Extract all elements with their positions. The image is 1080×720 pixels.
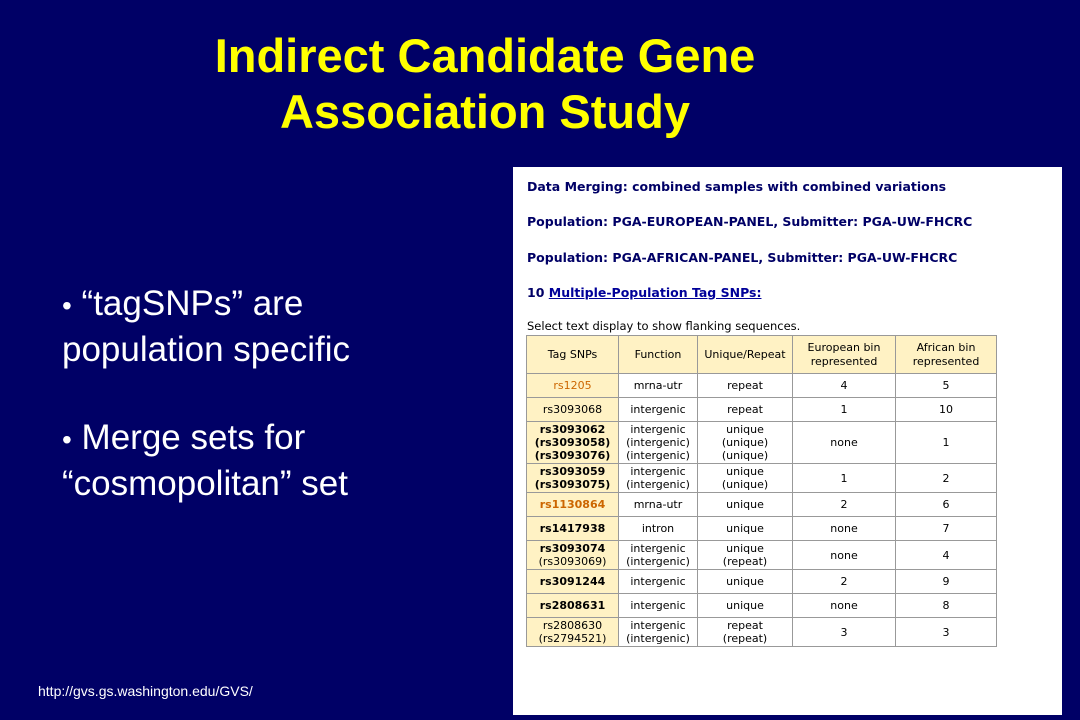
function-cell-line: (intergenic) xyxy=(626,555,690,568)
table-row xyxy=(527,374,997,398)
table-row xyxy=(527,570,997,594)
unique-repeat-cell-line: unique xyxy=(726,522,764,535)
function-cell-line: intergenic xyxy=(630,575,686,588)
bullet-1-line-2: population specific xyxy=(62,330,350,369)
european-bin-cell: 2 xyxy=(793,493,896,517)
function-cell xyxy=(619,594,698,618)
function-cell-line: (intergenic) xyxy=(626,632,690,645)
tag-snps-heading xyxy=(527,285,761,300)
function-cell-line: intergenic xyxy=(630,619,686,632)
table-row xyxy=(527,541,997,570)
function-cell-line: mrna-utr xyxy=(633,379,683,392)
tag-snp-cell[interactable] xyxy=(527,517,619,541)
source-url: http://gvs.gs.washington.edu/GVS/ xyxy=(38,683,253,699)
unique-repeat-cell-line: (unique) xyxy=(721,449,769,462)
tag-snps-count: 10 xyxy=(527,285,545,300)
table-row xyxy=(527,517,997,541)
title-line-1: Indirect Candidate Gene xyxy=(214,29,756,82)
tag-snp-cell[interactable] xyxy=(527,594,619,618)
african-bin-cell: 10 xyxy=(896,398,997,422)
tag-snp-table xyxy=(526,335,997,647)
bullet-2-line-2: “cosmopolitan” set xyxy=(62,464,348,503)
function-cell-line: (intergenic) xyxy=(626,436,690,449)
bullet-dot: • xyxy=(62,424,72,455)
european-bin-cell: 4 xyxy=(793,374,896,398)
unique-repeat-cell xyxy=(698,464,793,493)
function-cell xyxy=(619,464,698,493)
african-bin-cell: 6 xyxy=(896,493,997,517)
table-row xyxy=(527,398,997,422)
function-cell xyxy=(619,493,698,517)
function-cell xyxy=(619,570,698,594)
tag-snp-cell[interactable] xyxy=(527,618,619,647)
unique-repeat-cell-line: (unique) xyxy=(721,478,769,491)
african-bin-cell: 7 xyxy=(896,517,997,541)
title-line-2: Association Study xyxy=(279,85,690,138)
tag-snp-cell-line: (rs3093076) xyxy=(534,449,611,462)
african-bin-cell: 9 xyxy=(896,570,997,594)
african-bin-cell: 2 xyxy=(896,464,997,493)
function-cell-line: intergenic xyxy=(630,599,686,612)
unique-repeat-cell xyxy=(698,398,793,422)
table-row xyxy=(527,464,997,493)
unique-repeat-cell xyxy=(698,618,793,647)
tag-snp-cell-line: rs3093059 xyxy=(539,465,606,478)
bullet-item xyxy=(62,416,482,506)
function-cell-line: intron xyxy=(641,522,675,535)
tag-snp-cell-line: (rs3093069) xyxy=(538,555,607,568)
european-bin-cell: none xyxy=(793,422,896,464)
african-bin-cell: 1 xyxy=(896,422,997,464)
european-bin-cell: 1 xyxy=(793,398,896,422)
tag-snp-cell-line: (rs2794521) xyxy=(538,632,607,645)
tag-snp-cell[interactable] xyxy=(527,398,619,422)
african-bin-cell: 4 xyxy=(896,541,997,570)
function-cell-line: (intergenic) xyxy=(626,449,690,462)
population-african-line: Population: PGA-AFRICAN-PANEL, Submitter: PGA-UW-FHCRC xyxy=(527,250,958,265)
bullet-1-line-1: “tagSNPs” are xyxy=(81,284,304,323)
european-bin-cell: none xyxy=(793,517,896,541)
tag-snp-cell-line: rs1417938 xyxy=(539,522,606,535)
tag-snp-cell-line: rs3093068 xyxy=(542,403,603,416)
unique-repeat-cell-line: (unique) xyxy=(721,436,769,449)
unique-repeat-cell-line: unique xyxy=(726,465,764,478)
population-european-line: Population: PGA-EUROPEAN-PANEL, Submitter: PGA-UW-FHCRC xyxy=(527,214,973,229)
unique-repeat-cell-line: repeat xyxy=(727,379,763,392)
tag-snp-cell[interactable] xyxy=(527,464,619,493)
unique-repeat-cell-line: unique xyxy=(726,498,764,511)
function-cell xyxy=(619,422,698,464)
function-cell-line: intergenic xyxy=(630,423,686,436)
african-bin-cell: 5 xyxy=(896,374,997,398)
header-tag-snps: Tag SNPs xyxy=(527,336,619,374)
unique-repeat-cell-line: repeat xyxy=(727,619,763,632)
function-cell xyxy=(619,541,698,570)
african-bin-cell: 8 xyxy=(896,594,997,618)
tag-snp-cell[interactable] xyxy=(527,493,619,517)
european-bin-cell: 3 xyxy=(793,618,896,647)
slide-title xyxy=(0,28,970,140)
african-bin-cell: 3 xyxy=(896,618,997,647)
function-cell-line: intergenic xyxy=(630,465,686,478)
unique-repeat-cell xyxy=(698,374,793,398)
unique-repeat-cell xyxy=(698,570,793,594)
tag-snp-cell-line: rs2808631 xyxy=(539,599,606,612)
table-body xyxy=(527,374,997,647)
tag-snps-link[interactable]: Multiple-Population Tag SNPs: xyxy=(548,285,762,300)
table-row xyxy=(527,618,997,647)
tag-snp-cell[interactable] xyxy=(527,422,619,464)
function-cell-line: intergenic xyxy=(630,403,686,416)
tag-snp-cell-line: rs3093062 xyxy=(539,423,606,436)
unique-repeat-cell-line: unique xyxy=(726,542,764,555)
tag-snp-cell-line: rs2808630 xyxy=(542,619,603,632)
unique-repeat-cell-line: unique xyxy=(726,575,764,588)
tag-snp-cell[interactable] xyxy=(527,570,619,594)
table-row xyxy=(527,493,997,517)
tag-snp-cell[interactable] xyxy=(527,541,619,570)
tag-snp-cell-line: rs1205 xyxy=(553,379,592,392)
unique-repeat-cell-line: (repeat) xyxy=(722,632,768,645)
unique-repeat-cell xyxy=(698,517,793,541)
table-header-row xyxy=(527,336,997,374)
european-bin-cell: 1 xyxy=(793,464,896,493)
european-bin-cell: none xyxy=(793,541,896,570)
header-function: Function xyxy=(619,336,698,374)
function-cell-line: (intergenic) xyxy=(626,478,690,491)
data-merging-line: Data Merging: combined samples with combined variations xyxy=(527,179,947,194)
tag-snp-cell-line: (rs3093058) xyxy=(534,436,611,449)
european-bin-cell: none xyxy=(793,594,896,618)
bullet-item xyxy=(62,282,482,372)
unique-repeat-cell-line: unique xyxy=(726,423,764,436)
tag-snp-cell-line: (rs3093075) xyxy=(534,478,611,491)
european-bin-cell: 2 xyxy=(793,570,896,594)
table-row xyxy=(527,422,997,464)
unique-repeat-cell-line: repeat xyxy=(727,403,763,416)
bullet-2-line-1: Merge sets for xyxy=(81,418,306,457)
function-cell xyxy=(619,398,698,422)
function-cell-line: intergenic xyxy=(630,542,686,555)
tag-snp-cell-line: rs1130864 xyxy=(539,498,606,511)
function-cell-line: mrna-utr xyxy=(633,498,683,511)
bullet-dot: • xyxy=(62,290,72,321)
header-european-bin: European bin represented xyxy=(793,336,896,374)
header-unique-repeat: Unique/Repeat xyxy=(698,336,793,374)
flanking-note: Select text display to show flanking sequences. xyxy=(527,319,801,333)
gvs-screenshot-panel xyxy=(513,167,1062,715)
unique-repeat-cell xyxy=(698,594,793,618)
table-row xyxy=(527,594,997,618)
tag-snp-cell-line: rs3091244 xyxy=(539,575,606,588)
unique-repeat-cell xyxy=(698,493,793,517)
function-cell xyxy=(619,618,698,647)
header-african-bin: African bin represented xyxy=(896,336,997,374)
unique-repeat-cell-line: unique xyxy=(726,599,764,612)
tag-snp-cell[interactable] xyxy=(527,374,619,398)
unique-repeat-cell-line: (repeat) xyxy=(722,555,768,568)
unique-repeat-cell xyxy=(698,541,793,570)
tag-snp-cell-line: rs3093074 xyxy=(539,542,606,555)
function-cell xyxy=(619,517,698,541)
bullet-list xyxy=(62,282,482,550)
unique-repeat-cell xyxy=(698,422,793,464)
function-cell xyxy=(619,374,698,398)
